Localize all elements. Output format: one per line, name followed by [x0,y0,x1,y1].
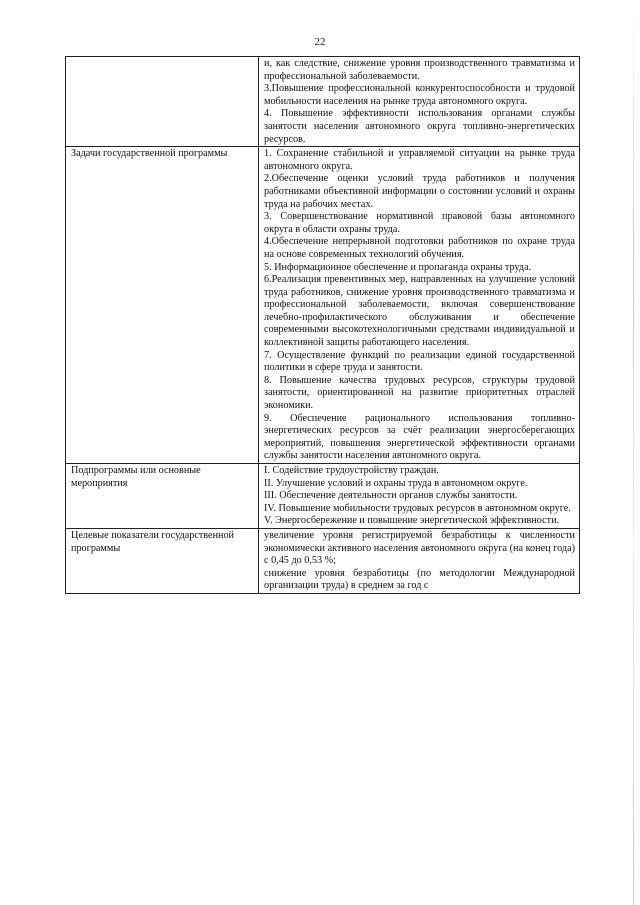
content-paragraph: 8. Повышение качества трудовых ресурсов, структуры трудовой занятости, ориентированной на развитие приоритетных отраслей экономики. [264,374,575,412]
row-label-cell [66,57,259,147]
program-passport-table [65,56,580,594]
row-content-cell [259,528,580,593]
row-content-cell [259,464,580,529]
scan-edge-line [633,0,634,905]
content-paragraph: I. Содействие трудоустройству граждан. [264,465,439,476]
subprograms-row [66,464,580,529]
content-paragraph: 3.Повышение профессиональной конкурентоспособности и трудовой мобильности населения на рынке труда автономного округа. [264,83,575,107]
goals-continued-row [66,57,580,147]
table-body [66,57,580,594]
row-content-cell [259,147,580,464]
content-paragraph: 1. Сохранение стабильной и управляемой ситуации на рынке труда автономного округа. [264,148,575,172]
tasks-row [66,147,580,464]
content-paragraph: IV. Повышение мобильности трудовых ресурсов в автономном округе. [264,502,571,514]
content-paragraph: снижение уровня безработицы (по методологии Международной организации труда) в среднем за год с [264,567,575,592]
content-paragraph: и, как следствие, снижение уровня производственного травматизма и профессиональной заболеваемости. [264,58,575,82]
target-indicators-row [66,528,580,593]
row-label-cell: Подпрограммы или основные мероприятия [66,464,259,529]
content-paragraph: увеличение уровня регистрируемой безработицы к численности экономически активного населения автономного округа (на конец года) с 0,45 до 0,53 %; [264,529,575,567]
content-paragraph: 4. Повышение эффективности использования органами службы занятости населения автономного округа топливно-энергетических ресурсов. [264,108,575,145]
content-paragraph: 3. Совершенствование нормативной правовой базы автономного округа в области охраны труда. [264,211,575,235]
content-paragraph: 7. Осуществление функций по реализации единой государственной политики в сфере труда и занятости. [264,349,575,374]
page-number: 22 [314,36,326,48]
content-paragraph: V. Энергосбережение и повышение энергетической эффективности. [264,515,560,527]
content-paragraph: 5. Информационное обеспечение и пропаганда охраны труда. [264,261,532,273]
row-label-cell: Целевые показатели государственной программы [66,528,259,593]
content-paragraph: 9. Обеспечение рационального использования топливно-энергетических ресурсов за счёт реализации энергосберегающих мероприятий, повышения энергетической эффективности органами службы занятости населения автономного округа. [264,412,575,462]
content-paragraph: 2.Обеспечение оценки условий труда работников и получения работниками объективной информации о состоянии условий и охраны труда на рабочих местах. [264,173,575,210]
row-label-cell: Задачи государственной программы [66,147,259,464]
content-paragraph: III. Обеспечение деятельности органов службы занятости. [264,490,518,502]
row-content-cell [259,57,580,147]
content-paragraph: 6.Реализация превентивных мер, направленных на улучшение условий труда работников, снижение уровня производственного травматизма и профессиональной заболеваемости, включая совершенствование лечебно-профилактического обслуживания и обеспечение современными высокотехнологичными средствами индивидуальной и коллективной защиты работающего населения. [264,274,575,349]
content-paragraph: II. Улучшение условий и охраны труда в автономном округе. [264,477,528,489]
content-paragraph: 4.Обеспечение непрерывной подготовки работников по охране труда на основе современных технологий обучения. [264,236,575,260]
